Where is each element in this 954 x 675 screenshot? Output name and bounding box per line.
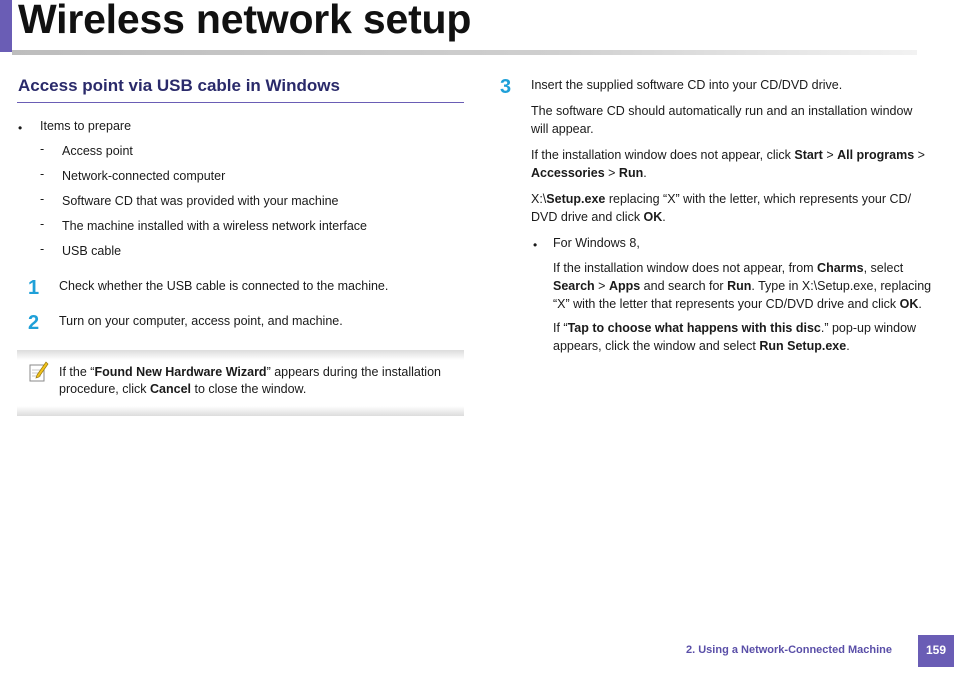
windows8-paragraph: If “Tap to choose what happens with this disc.” pop-up window: [553, 321, 917, 335]
step-3-paragraph: Accessories > Run.: [531, 166, 647, 180]
windows8-paragraph: If the installation window does not appear, from Charms, select: [553, 261, 904, 275]
windows8-paragraph: Search > Apps and search for Run. Type in X:\Setup.exe, replacing: [553, 279, 932, 293]
note-pencil-icon: [29, 361, 49, 383]
list-item: The machine installed with a wireless network interface: [62, 219, 367, 233]
dash-icon: -: [40, 167, 45, 181]
note-line-1: If the “Found New Hardware Wizard” appears during the installation: [59, 365, 441, 379]
footer-chapter: 2. Using a Network-Connected Machine: [686, 644, 892, 656]
windows8-paragraph: appears, click the window and select Run Setup.exe.: [553, 339, 850, 353]
windows8-label: For Windows 8,: [553, 236, 640, 250]
title-divider: [12, 50, 917, 55]
step-1-text: Check whether the USB cable is connected to the machine.: [59, 279, 389, 293]
step-3-paragraph: X:\Setup.exe replacing “X” with the letter, which represents your CD/: [531, 192, 912, 206]
windows8-paragraph: “X” with the letter that represents your CD/DVD drive and click OK.: [553, 297, 922, 311]
step-3-paragraph: will appear.: [531, 122, 594, 136]
dash-icon: -: [40, 192, 45, 206]
step-1-number: 1: [28, 277, 40, 299]
step-3-paragraph: DVD drive and click OK.: [531, 210, 666, 224]
bullet-icon: •: [533, 238, 538, 252]
title-accent-bar: [0, 0, 12, 52]
items-intro: Items to prepare: [40, 119, 132, 133]
step-2-number: 2: [28, 312, 40, 334]
step-3-text: Insert the supplied software CD into your CD/DVD drive.: [531, 78, 843, 92]
note-line-2: procedure, click Cancel to close the window.: [59, 382, 307, 396]
list-item: USB cable: [62, 244, 122, 258]
bullet-icon: •: [18, 121, 23, 135]
dash-icon: -: [40, 142, 45, 156]
dash-icon: -: [40, 242, 45, 256]
step-3-paragraph: If the installation window does not appear, click Start > All programs >: [531, 148, 925, 162]
list-item: Network-connected computer: [62, 169, 226, 183]
list-item: Software CD that was provided with your machine: [62, 194, 339, 208]
step-3-number: 3: [500, 76, 512, 98]
section-divider: [17, 102, 464, 103]
step-3-paragraph: The software CD should automatically run and an installation window: [531, 104, 913, 118]
section-heading: Access point via USB cable in Windows: [18, 76, 340, 95]
page-title: Wireless network setup: [18, 0, 472, 42]
list-item: Access point: [62, 144, 133, 158]
dash-icon: -: [40, 217, 45, 231]
step-2-text: Turn on your computer, access point, and machine.: [59, 314, 343, 328]
page-number-badge: 159: [918, 635, 954, 667]
